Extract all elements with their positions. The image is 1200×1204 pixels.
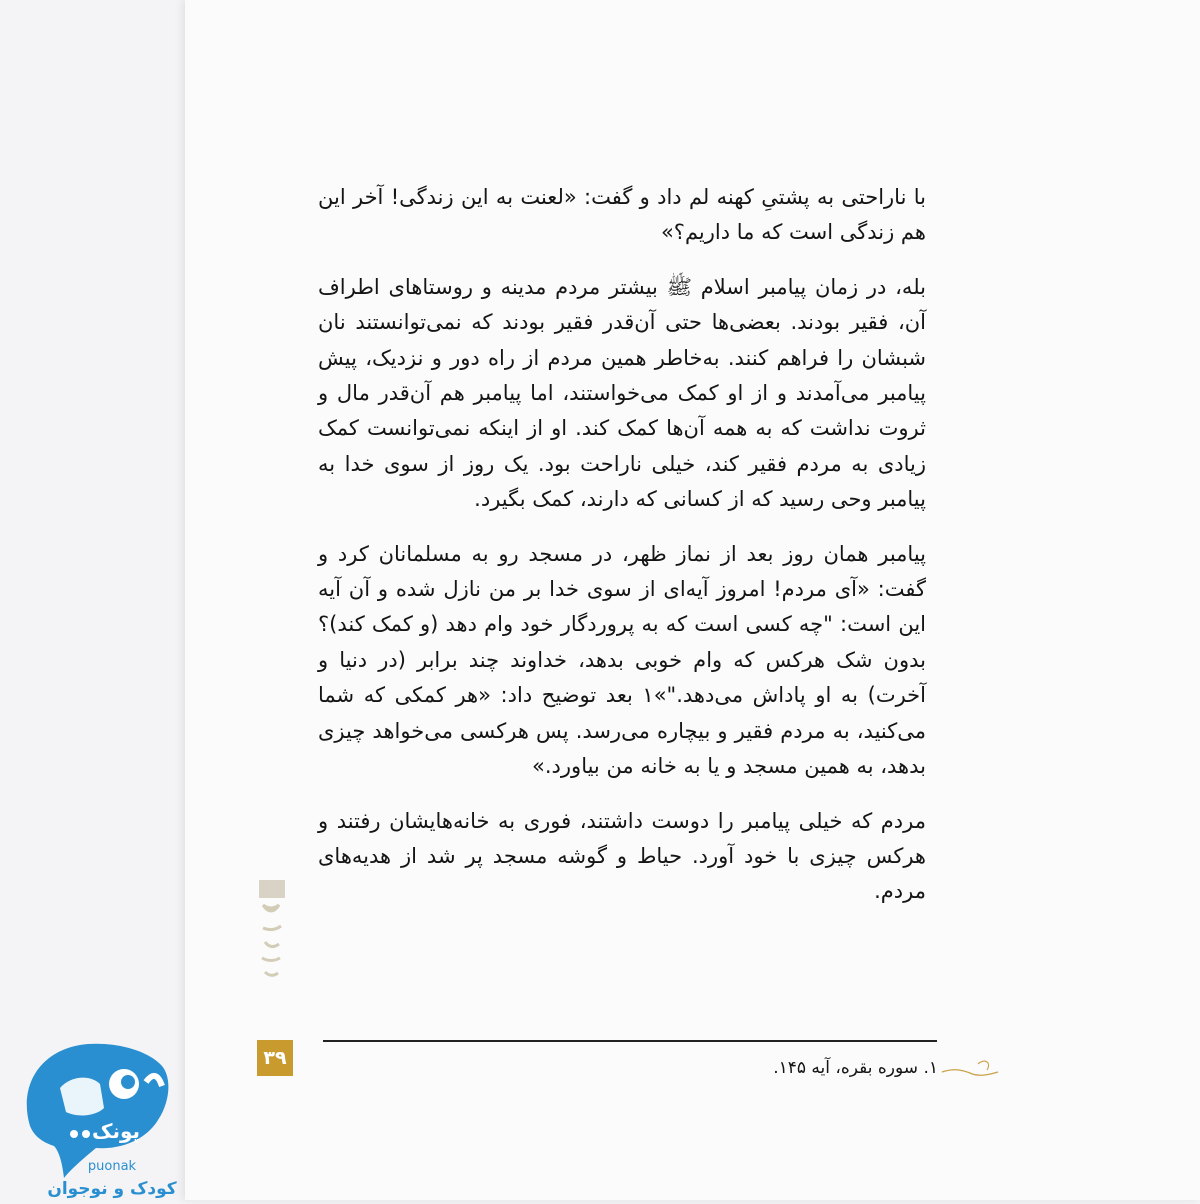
puonak-logo-icon [0,1018,200,1200]
paragraph-2: بله، در زمان پیامبر اسلام ﷺ بیشتر مردم مدینه و روستاهای اطراف آن، فقیر بودند. بعضی‌ها حتی آن‌قدر فقیر بودند که نمی‌توانستند نان شبشان را فراهم کنند. به‌خاطر همین مردم از راه دور و نزدیک، پیش پیامبر می‌آمدند و از او کمک می‌خواستند، اما پیامبر هم آن‌قدر مال و ثروت نداشت که به همه آن‌ها کمک کند. او از اینکه نمی‌توانست کمک زیادی به مردم فقیر کند، خیلی ناراحت بود. یک روز از سوی خدا به پیامبر وحی رسید که از کسانی که دارند، کمک بگیرد. [318,274,926,512]
page-number: ۳۹ [257,1040,293,1076]
side-title-ornament [253,860,293,1000]
paragraph-3: پیامبر همان روز بعد از نماز ظهر، در مسجد رو به مسلمانان کرد و گفت: «آی مردم! امروز آیه‌ای از سوی خدا بر من نازل شده و آن آیه این است: "چه کسی است که به پروردگار خود وام دهد (و کمک کند)؟ بدون شک هرکس که وام خوبی بدهد، خداوند چند برابر (در دنیا و آخرت) به او پاداش می‌دهد."»۱ بعد توضیح داد: «هر کمکی که شما می‌کنید، به مردم فقیر و بیچاره می‌رسد. پس هرکسی می‌خواهد چیزی بدهد، به همین مسجد و یا به خانه من بیاورد.» [318,541,926,779]
paragraph-4: مردم که خیلی پیامبر را دوست داشتند، فوری به خانه‌هایشان رفتند و هرکس چیزی با خود آورد. حیاط و گوشه مسجد پر شد از هدیه‌های مردم. [318,808,926,904]
footnote-divider [323,1040,937,1042]
logo-latin-text: puonak [87,1159,137,1174]
body-text [318,180,926,929]
gold-flourish-icon [940,1050,1000,1090]
logo-wordmark: پونک [91,1119,141,1143]
logo-tagline: کودک و نوجوان [47,1179,177,1199]
publisher-logo [0,1018,200,1200]
paragraph-1: با ناراحتی به پشتیِ کهنه لم داد و گفت: «لعنت به این زندگی! آخر این هم زندگی است که ما داریم؟» [318,185,926,245]
footnote: ۱. سوره بقره، آیه ۱۴۵. [773,1058,938,1078]
